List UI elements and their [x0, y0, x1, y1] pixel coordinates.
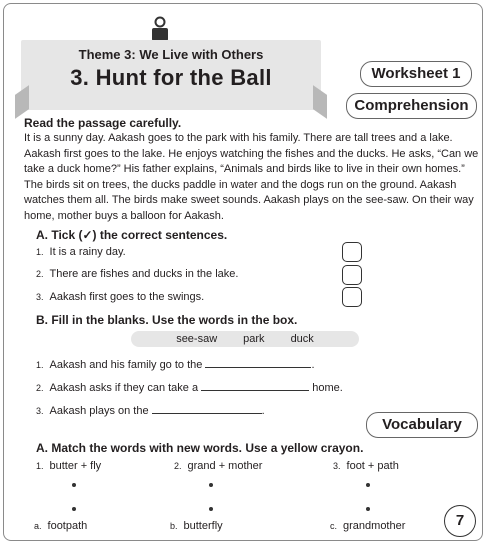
match-number: 1. — [36, 461, 44, 471]
title-banner — [21, 40, 321, 110]
comprehension-tag: Comprehension — [346, 93, 477, 119]
match-text: butter + fly — [49, 460, 102, 472]
tick-checkbox-1[interactable] — [342, 242, 362, 262]
blank-item-text: Aakash plays on the — [49, 405, 149, 417]
blank-item — [36, 358, 315, 371]
match-word-top — [333, 460, 399, 472]
tick-item-text: It is a rainy day. — [49, 246, 126, 258]
answer-line-1[interactable] — [205, 358, 311, 368]
match-dot-top-2[interactable] — [209, 483, 213, 487]
match-letter: c. — [330, 521, 338, 531]
answer-line-2[interactable] — [201, 381, 309, 391]
word-option: park — [243, 333, 265, 345]
blank-item-text: Aakash asks if they can take a — [49, 382, 199, 394]
match-text: grandmother — [343, 520, 406, 532]
match-word-top — [174, 460, 262, 472]
passage-text: It is a sunny day. Aakash goes to the park with his family. There are tall trees and a lake. Aakash first goes to the lake. He enjoys watching the fishes and the ducks. He asks, “Can we take a duck home?” His father explains, “Animals and birds like to live in their own homes.” The birds sit on trees, the ducks paddle in water and the dogs run on the ground. Aakash watches them all. The birds make sweet sounds. Aakash plays on the see-saw. On their way home, mother buys a balloon for Aakash. — [24, 132, 479, 222]
match-number: 2. — [174, 461, 182, 471]
tick-item — [36, 291, 204, 303]
theme-label: Theme 3: We Live with Others — [78, 47, 264, 62]
tick-heading: A. Tick (✓) the correct sentences. — [36, 228, 228, 242]
match-word-top — [36, 460, 101, 472]
blank-item-after: . — [261, 405, 265, 417]
tick-item-text: There are fishes and ducks in the lake. — [49, 268, 239, 280]
blank-item-number: 3. — [36, 406, 44, 416]
vocabulary-tag: Vocabulary — [366, 412, 478, 438]
blank-item-number: 1. — [36, 360, 44, 370]
blank-item — [36, 381, 343, 394]
tick-item-number: 1. — [36, 247, 44, 257]
match-word-bottom — [170, 520, 223, 532]
match-dot-top-3[interactable] — [366, 483, 370, 487]
match-dot-bottom-a[interactable] — [72, 507, 76, 511]
match-text: grand + mother — [187, 460, 263, 472]
blanks-heading: B. Fill in the blanks. Use the words in the box. — [36, 313, 298, 327]
match-number: 3. — [333, 461, 341, 471]
page-number: 7 — [444, 505, 476, 537]
blank-item-after: . — [311, 359, 315, 371]
match-dot-bottom-c[interactable] — [366, 507, 370, 511]
word-box — [131, 331, 359, 347]
worksheet-page — [3, 3, 483, 541]
tick-item — [36, 246, 126, 258]
tick-item-number: 3. — [36, 292, 44, 302]
match-dot-top-1[interactable] — [72, 483, 76, 487]
binder-clip-icon — [150, 16, 170, 42]
tick-checkbox-3[interactable] — [342, 287, 362, 307]
word-option: see-saw — [176, 333, 218, 345]
match-text: butterfly — [183, 520, 223, 532]
blank-item — [36, 404, 265, 417]
tick-item — [36, 268, 238, 280]
blank-item-text: Aakash and his family go to the — [49, 359, 203, 371]
worksheet-tag: Worksheet 1 — [360, 61, 472, 87]
match-text: foot + path — [346, 460, 399, 472]
word-option: duck — [290, 333, 314, 345]
tick-item-text: Aakash first goes to the swings. — [49, 291, 205, 303]
match-letter: a. — [34, 521, 42, 531]
match-word-bottom — [34, 520, 87, 532]
answer-line-3[interactable] — [152, 404, 262, 414]
worksheet-title: 3. Hunt for the Ball — [70, 65, 272, 90]
match-dot-bottom-b[interactable] — [209, 507, 213, 511]
tick-checkbox-2[interactable] — [342, 265, 362, 285]
match-heading: A. Match the words with new words. Use a yellow crayon. — [36, 441, 364, 455]
passage-instruction: Read the passage carefully. — [24, 116, 182, 130]
match-text: footpath — [47, 520, 88, 532]
match-letter: b. — [170, 521, 178, 531]
tick-item-number: 2. — [36, 269, 44, 279]
blank-item-after: home. — [312, 382, 343, 394]
blank-item-number: 2. — [36, 383, 44, 393]
match-word-bottom — [330, 520, 405, 532]
